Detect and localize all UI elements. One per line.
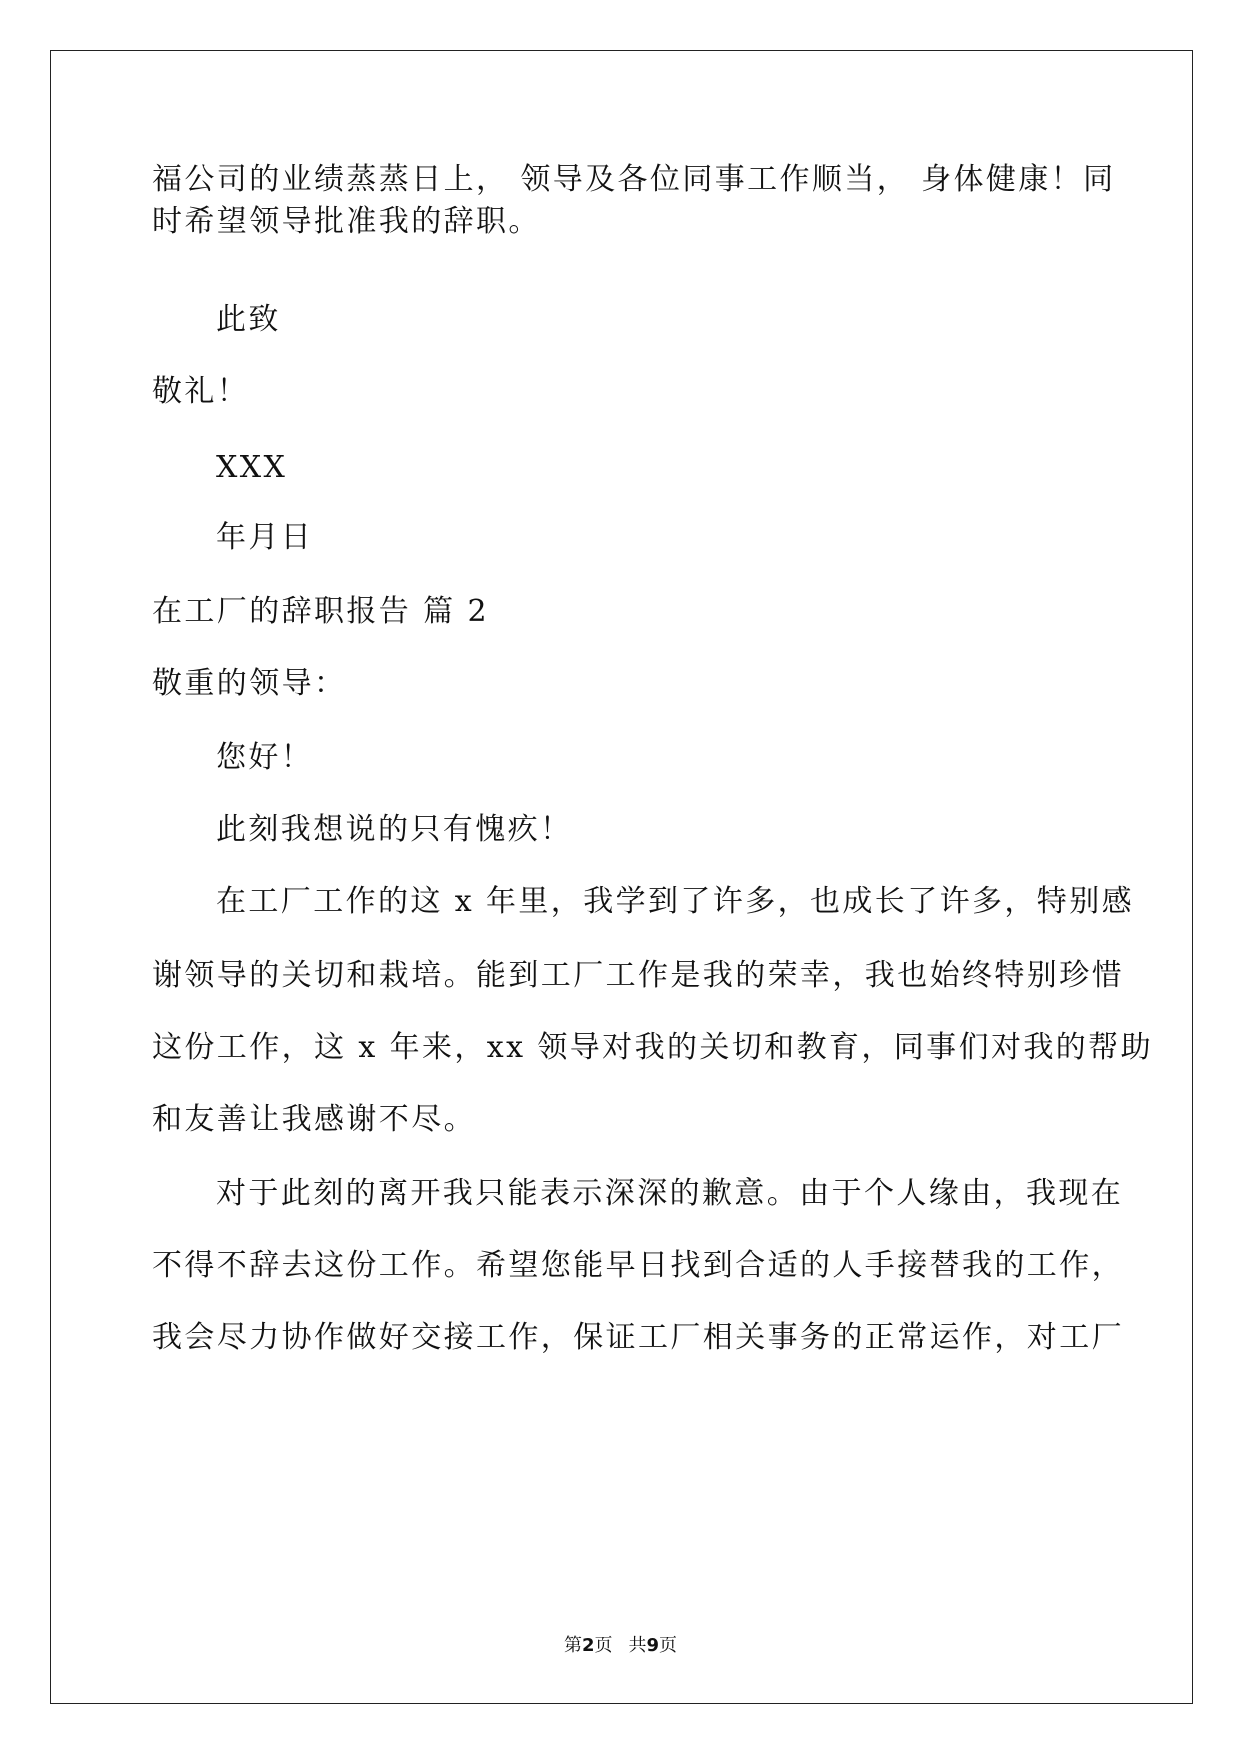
- signature-date: 年月日: [216, 520, 314, 555]
- section-heading: 在工厂的辞职报告 篇 2: [152, 594, 489, 629]
- current-page-number: 2: [581, 1635, 595, 1656]
- signature-name: XXX: [216, 450, 288, 485]
- footer-page-prefix: 第: [563, 1635, 582, 1656]
- closing-regards: 敬礼！: [152, 374, 250, 409]
- page-footer: [0, 1634, 1241, 1658]
- paragraph-line: 和友善让我感谢不尽。: [152, 1102, 476, 1137]
- paragraph-line: 这份工作，这 x 年来，xx 领导对我的关切和教育，同事们对我的帮助: [152, 1030, 1153, 1065]
- paragraph-line: 我会尽力协作做好交接工作，保证工厂相关事务的正常运作，对工厂: [152, 1320, 1124, 1355]
- page-border: [50, 50, 1193, 1704]
- paragraph-line: 您好！: [216, 740, 314, 775]
- greeting: 敬重的领导：: [152, 666, 347, 701]
- paragraph-line: 时希望领导批准我的辞职。: [152, 204, 541, 239]
- paragraph-line: 谢领导的关切和栽培。能到工厂工作是我的荣幸，我也始终特别珍惜: [152, 958, 1124, 993]
- paragraph-line: 在工厂工作的这 x 年里，我学到了许多，也成长了许多，特别感: [216, 884, 1134, 919]
- footer-total-suffix: 页: [659, 1635, 678, 1656]
- total-page-number: 9: [646, 1635, 660, 1656]
- footer-page-mid: 页: [594, 1635, 613, 1656]
- paragraph-line: 此刻我想说的只有愧疚！: [216, 812, 573, 847]
- paragraph-line: 福公司的业绩蒸蒸日上， 领导及各位同事工作顺当， 身体健康！同: [152, 162, 1116, 197]
- paragraph-line: 不得不辞去这份工作。希望您能早日找到合适的人手接替我的工作，: [152, 1248, 1124, 1283]
- paragraph-line: 对于此刻的离开我只能表示深深的歉意。由于个人缘由，我现在: [216, 1176, 1124, 1211]
- footer-total-prefix: 共: [628, 1635, 647, 1656]
- closing-salutation: 此致: [216, 302, 281, 337]
